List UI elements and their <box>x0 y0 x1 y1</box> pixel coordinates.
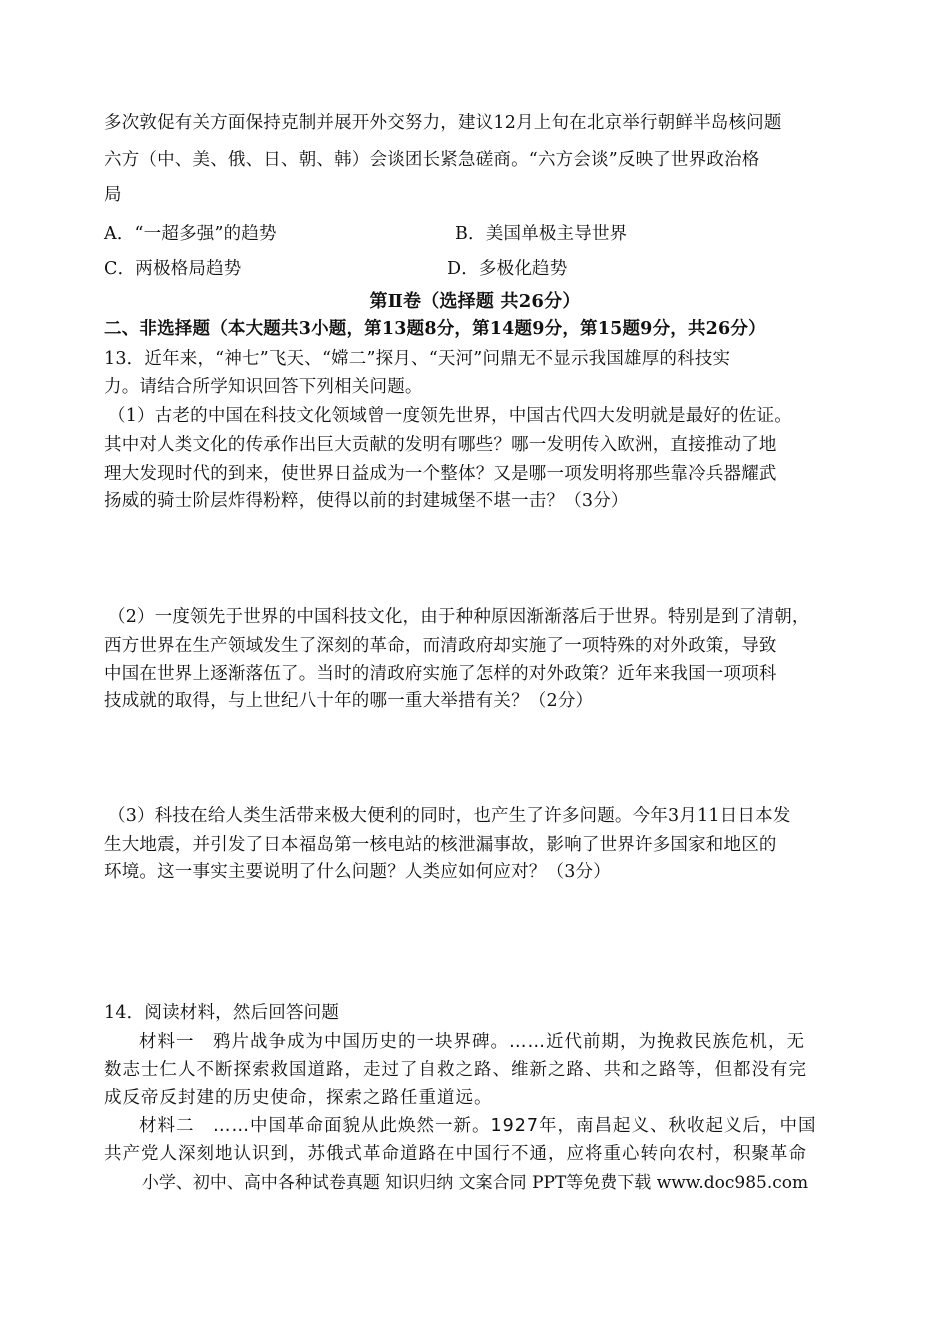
q14-material1-line: 材料一 鸦片战争成为中国历史的一块界碑。……近代前期，为挽救民族危机，无 <box>139 1032 805 1052</box>
q13-part3-line: 环境。这一事实主要说明了什么问题？人类应如何应对？（3分） <box>104 862 611 882</box>
option-c: C．两极格局趋势 <box>104 259 242 279</box>
option-b: B．美国单极主导世界 <box>455 224 628 244</box>
page-footer: 小学、初中、高中各种试卷真题 知识归纳 文案合同 PPT等免费下载 www.doc985.com <box>141 1173 809 1193</box>
q14-material2-line: 共产党人深刻地认识到，苏俄式革命道路在中国行不通，应将重心转向农村，积聚革命 <box>104 1144 807 1164</box>
q13-text-line: 13．近年来，“神七”飞天、“嫦二”探月、“天河”问鼎无不显示我国雄厚的科技实 <box>104 349 731 369</box>
option-d: D．多极化趋势 <box>447 259 568 279</box>
q14-title: 14．阅读材料，然后回答问题 <box>104 1003 340 1023</box>
q13-part2-line: 中国在世界上逐渐落伍了。当时的清政府实施了怎样的对外政策？近年来我国一项项科 <box>104 664 777 684</box>
q13-part3-line: （3）科技在给人类生活带来极大便利的同时，也产生了许多问题。今年3月11日日本发 <box>108 806 791 826</box>
section-heading: 二、非选择题（本大题共3小题，第13题8分，第14题9分，第15题9分，共26分） <box>104 319 766 339</box>
q13-part1-line: 其中对人类文化的传承作出巨大贡献的发明有哪些？哪一发明传入欧洲，直接推动了地 <box>104 435 777 455</box>
section-title: 第Ⅱ卷（选择题 共26分） <box>369 291 581 312</box>
option-a: A．“一超多强”的趋势 <box>104 224 277 244</box>
q13-text-line: 力。请结合所学知识回答下列相关问题。 <box>104 377 423 397</box>
q13-part2-line: 技成就的取得，与上世纪八十年的哪一重大举措有关？（2分） <box>104 691 594 711</box>
q14-material1-line: 数志士仁人不断探索救国道路，走过了自救之路、维新之路、共和之路等，但都没有完 <box>104 1060 807 1080</box>
question-text-line: 六方（中、美、俄、日、朝、韩）会谈团长紧急磋商。“六方会谈”反映了世界政治格 <box>104 150 760 170</box>
q14-material1-line: 成反帝反封建的历史使命，探索之路任重道远。 <box>104 1088 493 1108</box>
question-text-line: 多次敦促有关方面保持克制并展开外交努力，建议12月上旬在北京举行朝鲜半岛核问题 <box>104 113 782 133</box>
q13-part1-line: 扬威的骑士阶层炸得粉粹，使得以前的封建城堡不堪一击？（3分） <box>104 491 629 511</box>
question-text-line: 局 <box>104 185 122 205</box>
q13-part1-line: 理大发现时代的到来，使世界日益成为一个整体？又是哪一项发明将那些靠冷兵器耀武 <box>104 464 777 484</box>
q13-part2-line: 西方世界在生产领域发生了深刻的革命，而清政府却实施了一项特殊的对外政策，导致 <box>104 636 777 656</box>
q13-part1-line: （1）古老的中国在科技文化领域曾一度领先世界，中国古代四大发明就是最好的佐证。 <box>108 406 792 426</box>
q13-part2-line: （2）一度领先于世界的中国科技文化，由于种种原因渐渐落后于世界。特别是到了清朝， <box>108 607 810 627</box>
q14-material2-line: 材料二 ……中国革命面貌从此焕然一新。1927年，南昌起义、秋收起义后，中国 <box>139 1116 817 1136</box>
q13-part3-line: 生大地震，并引发了日本福岛第一核电站的核泄漏事故，影响了世界许多国家和地区的 <box>104 835 777 855</box>
